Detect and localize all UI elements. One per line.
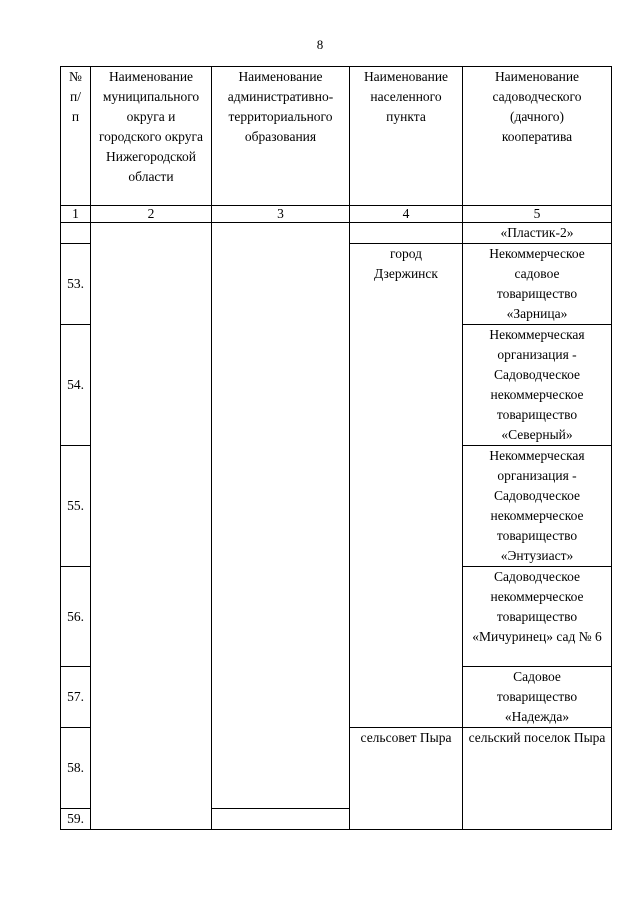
- header-locality: Наименование населенного пункта: [350, 67, 463, 206]
- row-number: 54.: [61, 325, 91, 446]
- row-number: [61, 223, 91, 244]
- header-admin-entity: Наименование административно-территориального образования: [212, 67, 350, 206]
- column-index: 2: [91, 206, 212, 223]
- column-index: 1: [61, 206, 91, 223]
- cooperative-name: Некоммерческое садовое товарищество «Зарница»: [463, 244, 612, 325]
- header-number: № п/п: [61, 67, 91, 206]
- locality-cell: город Дзержинск: [350, 244, 463, 728]
- cooperative-name: Садоводческое некоммерческое товарищество «Мичуринец» сад № 6: [463, 567, 612, 667]
- header-cooperative: Наименование садоводческого (дачного) кооператива: [463, 67, 612, 206]
- municipality-cell: [91, 223, 212, 830]
- row-number: 55.: [61, 446, 91, 567]
- cooperative-name: Некоммерческая организация - Садоводческое некоммерческое товарищество «Энтузиаст»: [463, 446, 612, 567]
- column-index-row: [61, 206, 612, 223]
- row-number: 58.: [61, 728, 91, 809]
- column-index: 4: [350, 206, 463, 223]
- table-row: [61, 223, 612, 244]
- admin-entity-cell: сельсовет Пыра: [350, 728, 463, 830]
- cooperative-name: «Пластик-2»: [463, 223, 612, 244]
- column-index: 5: [463, 206, 612, 223]
- row-number: 59.: [61, 809, 91, 830]
- cooperatives-table: [60, 66, 612, 830]
- column-index: 3: [212, 206, 350, 223]
- row-number: 56.: [61, 567, 91, 667]
- row-number: 57.: [61, 667, 91, 728]
- page-number: 8: [316, 37, 324, 52]
- cooperative-name: Некоммерческая организация - Садоводческое некоммерческое товарищество «Северный»: [463, 325, 612, 446]
- municipality-cell: [212, 809, 350, 830]
- table-header-row: [61, 67, 612, 206]
- header-municipality: Наименование муниципального округа и городского округа Нижегородской области: [91, 67, 212, 206]
- locality-cell: сельский поселок Пыра: [463, 728, 612, 830]
- row-number: 53.: [61, 244, 91, 325]
- locality-cell: [350, 223, 463, 244]
- admin-entity-cell: [212, 223, 350, 809]
- cooperative-name: Садовое товарищество «Надежда»: [463, 667, 612, 728]
